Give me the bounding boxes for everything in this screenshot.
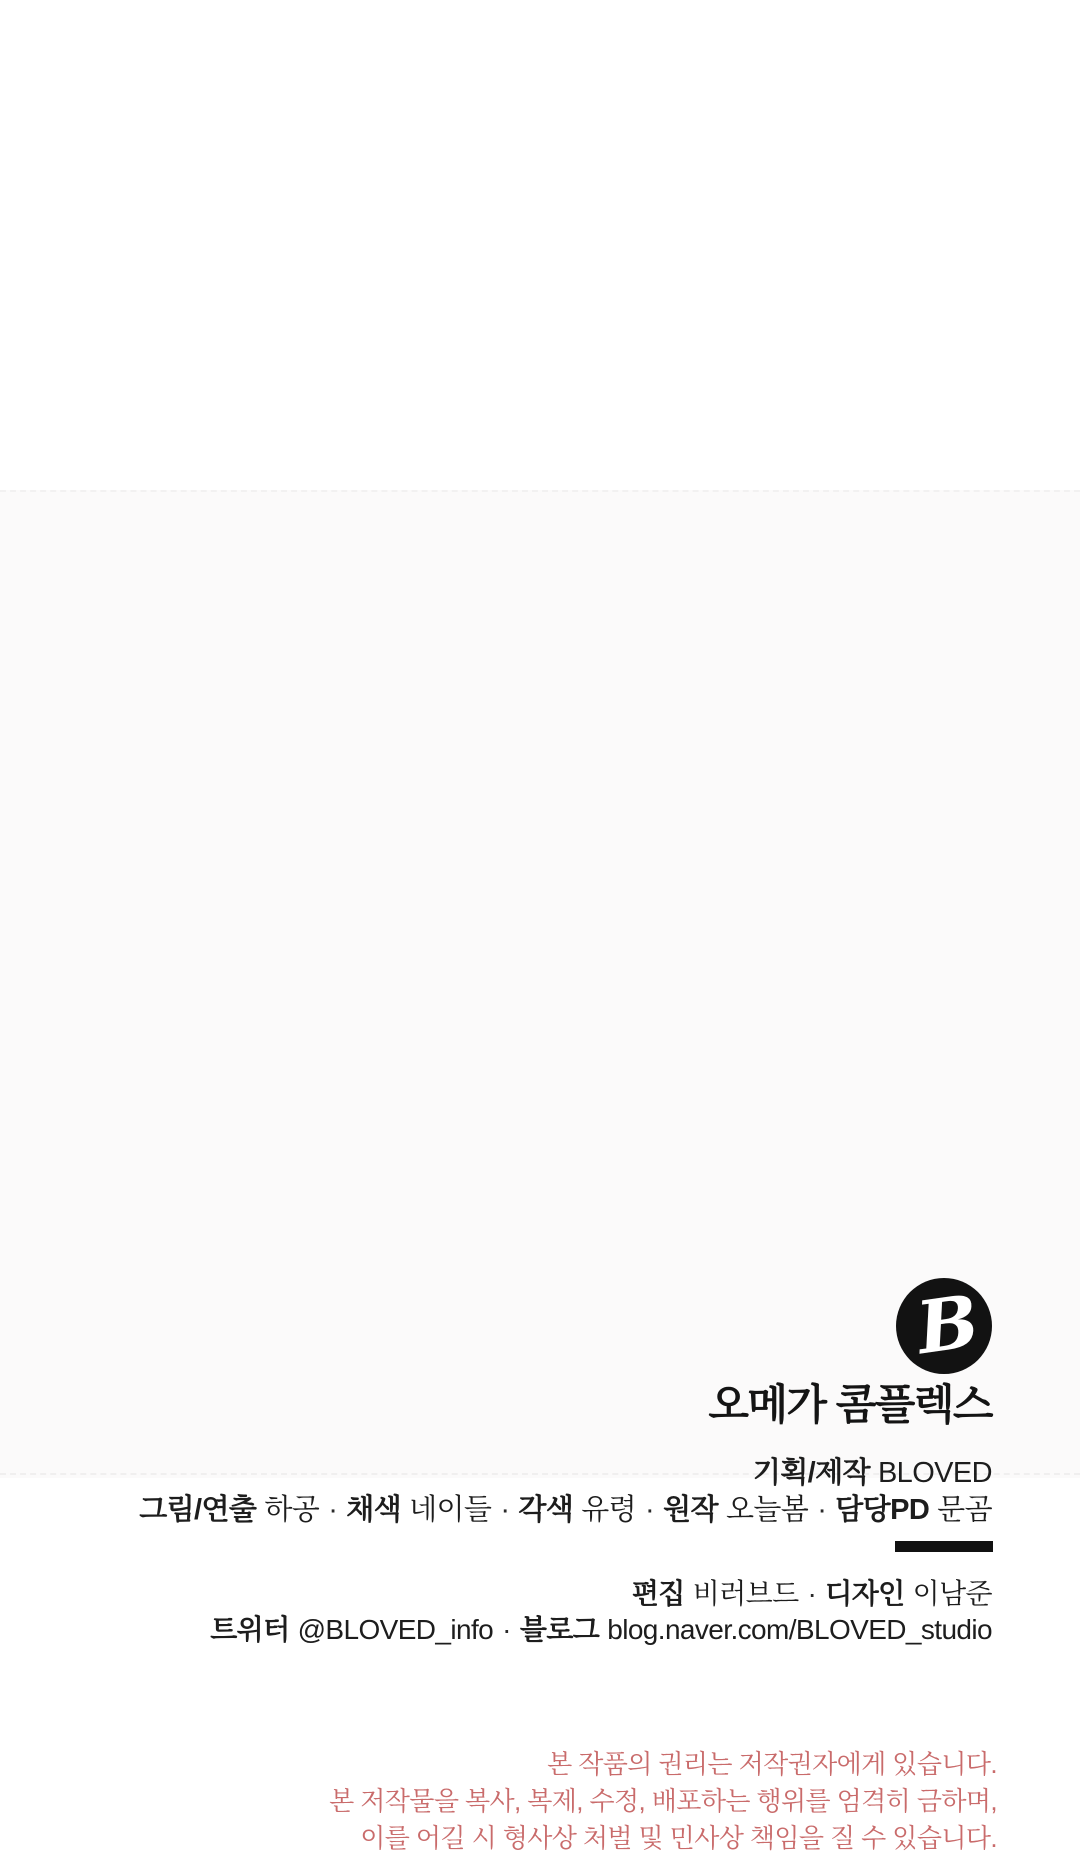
dot-separator: · — [817, 1494, 827, 1526]
twitter-label: 트위터 — [210, 1614, 290, 1645]
series-title: 오메가 콤플렉스 — [708, 1381, 992, 1428]
credit-person: 오늘봄 — [725, 1494, 809, 1526]
credit-person: 네이들 — [409, 1494, 492, 1526]
svg-text:B: B — [911, 1277, 984, 1371]
credit-role: 채색 — [346, 1494, 402, 1526]
credit-role: 그림/연출 — [139, 1494, 257, 1526]
credit-line-edit — [632, 1572, 992, 1612]
credit-role: 디자인 — [825, 1578, 905, 1609]
dot-separator: · — [807, 1578, 817, 1609]
credit-line-plan — [753, 1450, 992, 1491]
credit-role: 담당PD — [835, 1494, 930, 1526]
credit-person: 이남준 — [912, 1578, 992, 1609]
credits-panel — [0, 490, 1080, 1853]
copyright-line: 본 작품의 권리는 저작권자에게 있습니다. — [547, 1749, 997, 1779]
credit-role: 기획/제작 — [752, 1457, 870, 1489]
bloved-logo — [896, 1278, 992, 1374]
credit-role: 원작 — [663, 1494, 718, 1526]
blog-url: blog.naver.com/BLOVED_studio — [607, 1614, 992, 1645]
credit-person: 비러브드 — [692, 1578, 799, 1609]
credit-role: 편집 — [631, 1578, 685, 1609]
credit-line-art — [139, 1487, 992, 1528]
credit-role: 각색 — [518, 1494, 574, 1526]
blank-panel — [0, 0, 1080, 490]
copyright-line: 이를 어길 시 형사상 처벌 및 민사상 책임을 질 수 있습니다. — [360, 1823, 997, 1853]
copyright-line: 본 저작물을 복사, 복제, 수정, 배포하는 행위를 엄격히 금하며, — [329, 1786, 997, 1816]
twitter-handle: @BLOVED_info — [297, 1614, 494, 1645]
dot-separator: · — [645, 1494, 655, 1526]
dot-separator: · — [328, 1494, 338, 1526]
credit-person: BLOVED — [877, 1457, 992, 1489]
credit-person: 문곰 — [937, 1494, 992, 1526]
blog-label: 블로그 — [519, 1614, 600, 1645]
dot-separator: · — [502, 1614, 511, 1645]
credit-person: 하공 — [264, 1494, 320, 1526]
credit-line-social — [210, 1608, 992, 1648]
dot-separator: · — [500, 1494, 510, 1526]
divider-bar — [895, 1541, 993, 1552]
panel-bottom-edge — [0, 1473, 1080, 1475]
credit-person: 유령 — [581, 1494, 637, 1526]
copyright-notice — [329, 1746, 997, 1857]
bloved-logo-icon — [896, 1278, 992, 1374]
